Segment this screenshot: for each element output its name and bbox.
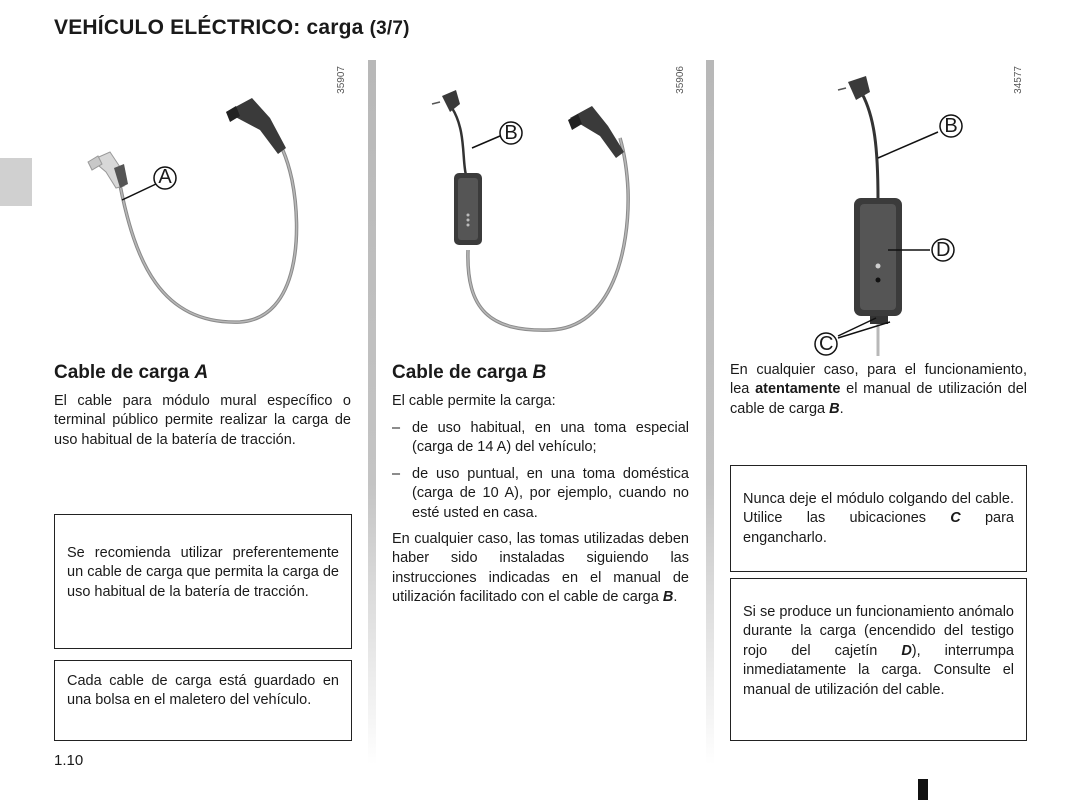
cable-b-illustration: [380, 60, 700, 350]
note-hanging-text: Nunca deje el módulo colgando del cable. Utilice las ubicaciones: [743, 491, 1014, 527]
figure-ref-2: 35906: [675, 66, 686, 94]
note-malfunction-suffix: ), interrumpa inmediatamente la carga. Consulte el manual de utilización del cable.: [743, 642, 1014, 698]
cable-a-heading-letter: A: [194, 362, 209, 383]
column-separator-1: [368, 60, 376, 765]
cable-b-heading: [392, 362, 546, 384]
cable-b-heading-letter: B: [532, 362, 547, 383]
cable-b-installation-note: [392, 530, 689, 608]
control-box-illustration: [720, 60, 1060, 360]
cable-a-heading-text: Cable de carga: [54, 362, 195, 383]
callout-c-label: C: [819, 333, 834, 355]
manual-instruction-suffix: .: [839, 400, 844, 417]
list-item: – de uso habitual, en una toma especial (carga de 14 A) del vehículo;: [392, 419, 689, 458]
manual-instruction-middle: el manual de utilización del cable de carga: [730, 381, 1027, 417]
installation-note-suffix: .: [673, 589, 678, 606]
installation-note-letter: B: [662, 589, 674, 606]
callout-a-label: A: [158, 166, 172, 188]
page-title-part: (3/7): [369, 18, 410, 39]
callout-d-label: D: [936, 239, 951, 261]
manual-instruction: [730, 361, 1027, 419]
callout-b-label: B: [504, 122, 518, 144]
charging-modes-list: [392, 419, 689, 530]
manual-instruction-text: En cualquier caso, para el funcionamiento, lea: [730, 362, 1027, 398]
note-recommendation-text: Se recomienda utilizar preferentemente un cable de carga que permita la carga de uso habitual de la batería de tracción.: [67, 545, 339, 600]
figure-ref-1: 35907: [336, 66, 347, 94]
list-item: – de uso puntual, en una toma doméstica (carga de 10 A), por ejemplo, cuando no esté usted en casa.: [392, 465, 689, 523]
cable-a-description: El cable para módulo mural específico o terminal público permite realizar la carga de uso habitual de la batería de tracción.: [54, 393, 351, 448]
cable-b-intro: El cable permite la carga:: [392, 393, 556, 409]
page-number: 1.10: [54, 752, 84, 769]
note-hanging-suffix: para engancharlo.: [743, 510, 1014, 546]
column-separator-2: [706, 60, 714, 765]
installation-note-text: En cualquier caso, las tomas utilizadas deben haber sido instaladas siguiendo las instrucciones indicadas en el manual de utilización facilitado con el cable de carga: [392, 531, 689, 606]
cable-a-heading: [54, 362, 208, 384]
manual-instruction-letter: B: [829, 400, 840, 417]
corner-mark: [918, 779, 928, 800]
figure-ref-3: 34577: [1013, 66, 1024, 94]
cable-b-heading-text: Cable de carga: [392, 362, 533, 383]
note-malfunction-letter: D: [901, 642, 912, 659]
section-tab: [0, 158, 32, 206]
callout-b-label-2: B: [944, 115, 958, 137]
note-box-recommendation: [54, 514, 352, 649]
note-hanging-letter: C: [950, 510, 961, 527]
note-storage-text: Cada cable de carga está guardado en una bolsa en el maletero del vehículo.: [67, 673, 339, 709]
manual-instruction-bold: atentamente: [755, 381, 841, 398]
cable-a-illustration: [40, 60, 360, 350]
note-box-malfunction: [730, 578, 1027, 741]
note-box-hanging: [730, 465, 1027, 572]
note-box-storage: [54, 660, 352, 741]
note-malfunction-text: Si se produce un funcionamiento anómalo durante la carga (encendido del testigo rojo del cajetín: [743, 604, 1014, 659]
page-title-text: VEHÍCULO ELÉCTRICO: carga: [54, 16, 364, 39]
page-title: [54, 16, 410, 40]
